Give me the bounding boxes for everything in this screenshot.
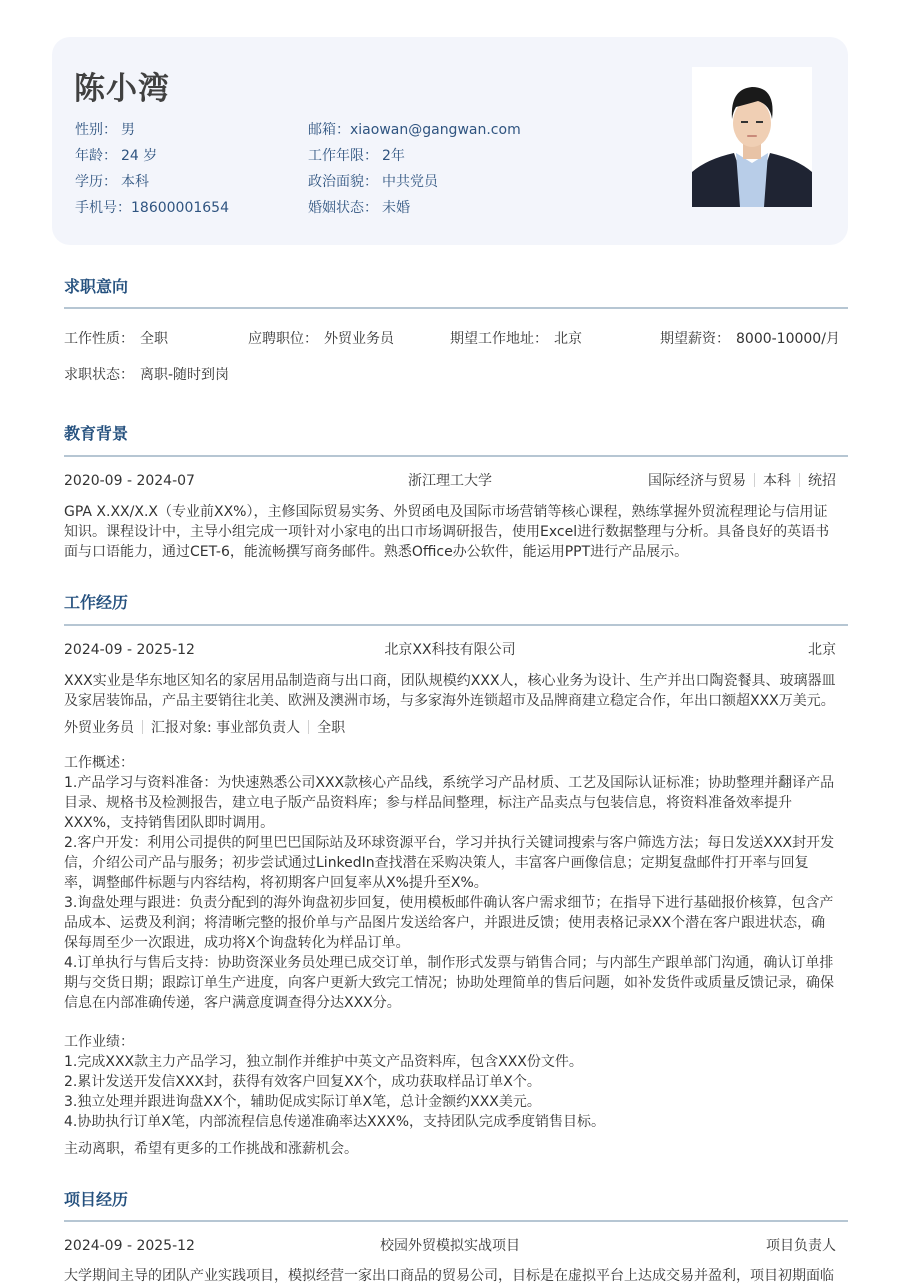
- education-enrollment: 统招: [808, 473, 836, 489]
- work-report-to: 汇报对象: 事业部负责人: [151, 720, 301, 736]
- personal-info-right: [308, 119, 521, 223]
- work-achievement-item: 3.独立处理并跟进询盘XX个，辅助促成实际订单X笔，总计金额约XXX美元。: [64, 1094, 541, 1110]
- project-description: 大学期间主导的团队产业实践项目，模拟经营一家出口商品的贸易公司，目标是在虚拟平台上达成交易并盈利，项目初期面临: [64, 1268, 834, 1284]
- work-location: 北京: [808, 642, 836, 658]
- intent-position: [248, 329, 394, 349]
- education-school: 浙江理工大学: [408, 473, 492, 489]
- education-tags: [648, 471, 836, 491]
- info-education: [75, 171, 229, 197]
- info-work-years: [308, 145, 521, 171]
- section-divider: [64, 455, 848, 457]
- info-label: 邮箱：: [308, 122, 350, 138]
- work-overview-item: 2.客户开发：利用公司提供的阿里巴巴国际站及环球资源平台，学习并执行关键词搜索与客户筛选方法；每日发送XXX封开发信，介绍公司产品与服务；初步尝试通过LinkedIn查找潜在采购决策人，丰富客户画像信息；定期复盘邮件打开率与回复率，调整邮件标题与内容结构，将初期客户回复率从X%提升至X%。: [64, 835, 835, 891]
- work-overview-item: 1.产品学习与资料准备：为快速熟悉公司XXX款核心产品线，系统学习产品材质、工艺及国际认证标准；协助整理并翻译产品目录、规格书及检测报告，建立电子版产品资料库；参与样品间整理，标注产品卖点与包装信息，将资料准备效率提升XXX%，支持销售团队即时调用。: [64, 775, 835, 831]
- info-label: 工作年限：: [308, 148, 378, 164]
- intent-value: 外贸业务员: [324, 331, 394, 347]
- info-age: [75, 145, 229, 171]
- intent-label: 应聘职位：: [248, 331, 318, 347]
- info-marital-status: [308, 197, 521, 223]
- profile-photo: [692, 67, 812, 207]
- intent-label: 期望工作地址：: [450, 331, 548, 347]
- intent-label: 期望薪资：: [660, 331, 730, 347]
- section-divider: [64, 1220, 848, 1222]
- intent-value: 离职-随时到岗: [140, 367, 230, 383]
- intent-location: [450, 329, 582, 349]
- education-entry-header: [64, 471, 836, 491]
- work-overview-item: 3.询盘处理与跟进：负责分配到的海外询盘初步回复，使用模板邮件确认客户需求细节；在指导下进行基础报价核算，包含产品成本、运费及利润；将清晰完整的报价单与产品图片发送给客户，并跟进反馈；使用表格记录XX个潜在客户跟进状态，确保每周至少一次跟进，成功将X个询盘转化为样品订单。: [64, 895, 834, 951]
- work-overview-item: 4.订单执行与售后支持：协助资深业务员处理已成交订单，制作形式发票与销售合同；与内部生产跟单部门沟通，确认订单排期与交货日期；跟踪订单生产进度，向客户更新大致完工情况；协助处理简单的售后问题，如补发货件或质量反馈记录，确保信息在内部准确传递，客户满意度调查得分达XXX分。: [64, 955, 834, 1011]
- info-value: 2年: [382, 148, 405, 164]
- education-description: GPA X.XX/X.X（专业前XX%），主修国际贸易实务、外贸函电及国际市场营销等核心课程，熟练掌握外贸流程理论与信用证知识。课程设计中，主导小组完成一项针对小家电的出口市场调研报告，使用Excel进行数据整理与分析。具备良好的英语书面与口语能力，通过CET-6，能流畅撰写商务邮件。熟悉Office办公软件，能运用PPT进行产品展示。: [64, 504, 830, 560]
- work-position: 外贸业务员: [64, 720, 134, 736]
- work-achievements-title: 工作业绩：: [64, 1034, 134, 1050]
- section-divider: [64, 307, 848, 309]
- project-name: 校园外贸模拟实战项目: [380, 1238, 520, 1254]
- work-achievements: [64, 1032, 836, 1132]
- info-value: 未婚: [382, 200, 410, 216]
- info-value: 本科: [121, 174, 149, 190]
- info-label: 学历：: [75, 174, 117, 190]
- section-divider: [64, 624, 848, 626]
- intent-label: 工作性质：: [64, 331, 134, 347]
- section-title-education: 教育背景: [64, 424, 129, 443]
- section-title-work: 工作经历: [64, 593, 129, 612]
- project-entry-header: [64, 1236, 836, 1256]
- info-label: 婚姻状态：: [308, 200, 378, 216]
- work-achievement-item: 4.协助执行订单X笔，内部流程信息传递准确率达XXX%，支持团队完成季度销售目标。: [64, 1114, 606, 1130]
- company-intro: XXX实业是华东地区知名的家居用品制造商与出口商，团队规模约XXX人，核心业务为设计、生产并出口陶瓷餐具、玻璃器皿及家居装饰品，产品主要销往北美、欧洲及澳洲市场，与多家海外连锁超市及品牌商建立稳定合作，年出口额超XXX万美元。: [64, 673, 836, 709]
- info-label: 年龄：: [75, 148, 117, 164]
- work-meta: [64, 718, 345, 738]
- work-overview-title: 工作概述：: [64, 755, 134, 771]
- portrait-icon: [692, 67, 812, 207]
- section-work-experience: [64, 591, 848, 1166]
- education-date: 2020-09 - 2024-07: [64, 473, 195, 489]
- info-value: 18600001654: [131, 200, 229, 216]
- work-achievement-item: 1.完成XXX款主力产品学习，独立制作并维护中英文产品资料库，包含XXX份文件。: [64, 1054, 583, 1070]
- separator: [799, 473, 800, 487]
- info-gender: [75, 119, 229, 145]
- intent-status: [64, 365, 229, 385]
- separator: [308, 720, 309, 734]
- leave-reason: 主动离职，希望有更多的工作挑战和涨薪机会。: [64, 1141, 358, 1157]
- candidate-name: 陈小湾: [74, 71, 170, 107]
- profile-header-card: [52, 37, 848, 245]
- info-value: xiaowan@gangwan.com: [350, 122, 521, 138]
- info-value: 24 岁: [121, 148, 158, 164]
- info-email: [308, 119, 521, 145]
- section-title-job-intent: 求职意向: [64, 277, 129, 296]
- intent-work-type: [64, 329, 168, 349]
- work-overview: [64, 753, 836, 1013]
- info-phone: [75, 197, 229, 223]
- intent-value: 8000-10000/月: [736, 331, 840, 347]
- project-role: 项目负责人: [766, 1238, 836, 1254]
- work-type: 全职: [317, 720, 346, 736]
- education-major: 国际经济与贸易: [648, 473, 746, 489]
- intent-salary: [660, 329, 840, 349]
- info-political-status: [308, 171, 521, 197]
- intent-value: 全职: [140, 331, 168, 347]
- work-date: 2024-09 - 2025-12: [64, 642, 195, 658]
- intent-value: 北京: [554, 331, 582, 347]
- info-label: 性别：: [75, 122, 117, 138]
- personal-info-left: [75, 119, 229, 223]
- section-title-project: 项目经历: [64, 1190, 129, 1209]
- intent-label: 求职状态：: [64, 367, 134, 383]
- work-entry-header: [64, 640, 836, 660]
- section-education: [64, 422, 848, 567]
- info-value: 男: [121, 122, 135, 138]
- section-project-experience: [64, 1188, 848, 1288]
- info-value: 中共党员: [382, 174, 438, 190]
- info-label: 手机号：: [75, 200, 131, 216]
- section-job-intent: [64, 275, 848, 395]
- work-company: 北京XX科技有限公司: [384, 642, 516, 658]
- project-date: 2024-09 - 2025-12: [64, 1238, 195, 1254]
- education-degree: 本科: [763, 473, 791, 489]
- separator: [754, 473, 755, 487]
- work-achievement-item: 2.累计发送开发信XXX封，获得有效客户回复XX个，成功获取样品订单X个。: [64, 1074, 541, 1090]
- separator: [142, 720, 143, 734]
- info-label: 政治面貌：: [308, 174, 378, 190]
